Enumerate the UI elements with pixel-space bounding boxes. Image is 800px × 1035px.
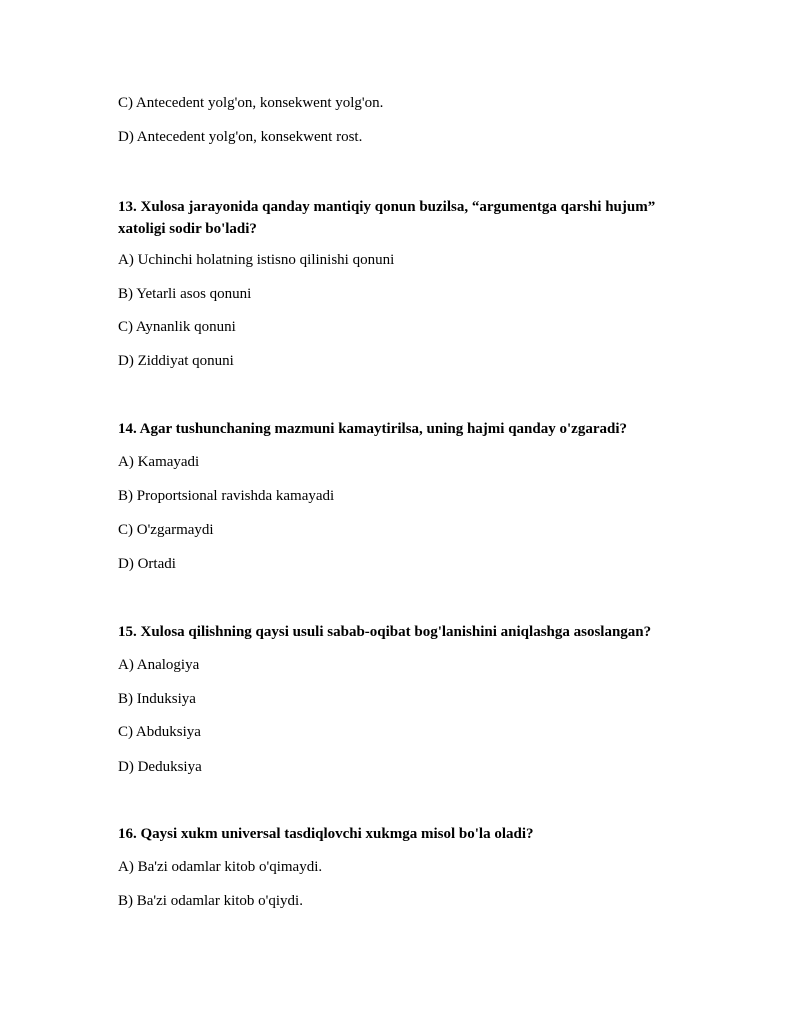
question-14-option-c: C) O'zgarmaydi: [118, 522, 214, 538]
question-15-option-d: D) Deduksiya: [118, 759, 202, 775]
question-16-option-b: B) Ba'zi odamlar kitob o'qiydi.: [118, 893, 303, 909]
question-13-option-c: C) Aynanlik qonuni: [118, 319, 236, 335]
question-14-option-a: A) Kamayadi: [118, 454, 200, 470]
question-13-option-a: A) Uchinchi holatning istisno qilinishi qonuni: [118, 252, 395, 268]
question-15-option-a: A) Analogiya: [118, 657, 200, 673]
question-13-option-b: B) Yetarli asos qonuni: [118, 286, 252, 302]
question-13-option-d: D) Ziddiyat qonuni: [118, 353, 234, 369]
question-14-text: 14. Agar tushunchaning mazmuni kamaytirilsa, uning hajmi qanday o'zgaradi?: [118, 421, 627, 437]
question-15-option-b: B) Induksiya: [118, 691, 196, 707]
question-16-option-a: A) Ba'zi odamlar kitob o'qimaydi.: [118, 859, 323, 875]
question-14-option-d: D) Ortadi: [118, 556, 176, 572]
prev-option-d: D) Antecedent yolg'on, konsekwent rost.: [118, 129, 363, 145]
question-14-option-b: B) Proportsional ravishda kamayadi: [118, 488, 335, 504]
question-16-text: 16. Qaysi xukm universal tasdiqlovchi xukmga misol bo'la oladi?: [118, 826, 534, 842]
prev-option-c: C) Antecedent yolg'on, konsekwent yolg'on.: [118, 95, 384, 111]
question-15-option-c: C) Abduksiya: [118, 724, 201, 740]
question-15-text: 15. Xulosa qilishning qaysi usuli sabab-oqibat bog'lanishini aniqlashga asoslangan?: [118, 624, 652, 640]
question-13-text: 13. Xulosa jarayonida qanday mantiqiy qonun buzilsa, “argumentga qarshi hujum” xatoligi sodir bo'ladi?: [118, 199, 656, 237]
